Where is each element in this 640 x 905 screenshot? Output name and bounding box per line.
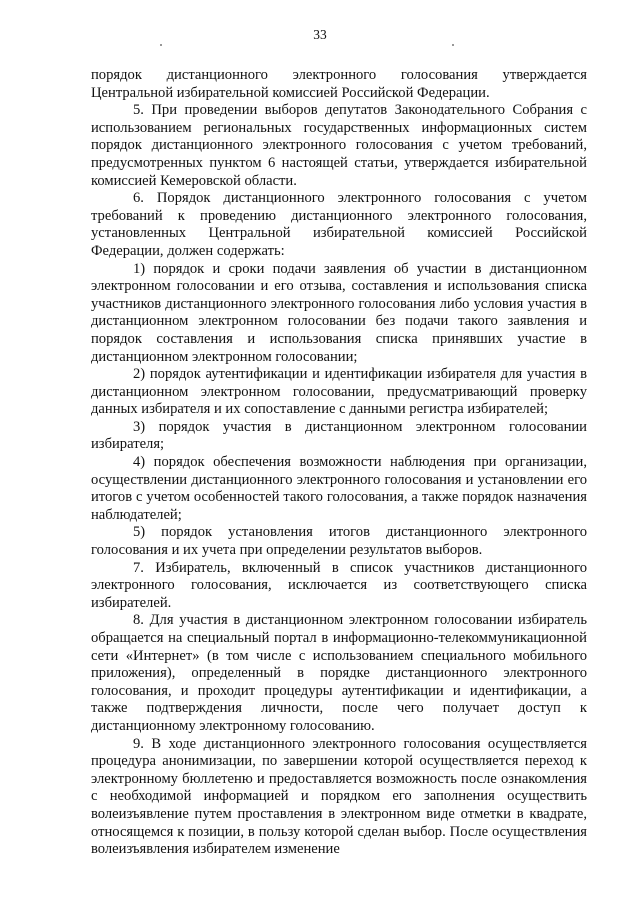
document-body [91, 67, 587, 859]
scan-speck [452, 44, 454, 46]
paragraph-item-9: 9. В ходе дистанционного электронного голосования осуществляется процедура анонимизации, по завершении которой осуществляется переход к электронному бюллетеню и предоставляется возможность после ознакомления с необходимой информацией и порядком его заполнения осуществить волеизъявление путем проставления в электронном виде отметки в квадрате, относящемся к позиции, в пользу которой сделан выбор. После осуществления волеизъявления избирателем изменение [91, 735, 587, 858]
scan-speck [160, 44, 162, 46]
page-number: 33 [313, 27, 327, 42]
subparagraph-5: 5) порядок установления итогов дистанционного электронного голосования и их учета при определении результатов выборов. [91, 524, 587, 559]
subparagraph-3: 3) порядок участия в дистанционном электронном голосовании избирателя; [91, 418, 587, 453]
paragraph-item-5: 5. При проведении выборов депутатов Законодательного Собрания с использованием региональных государственных информационных систем порядок дистанционного электронного голосования с учетом требований, предусмотренных пунктом 6 настоящей статьи, утверждается избирательной комиссией Кемеровской области. [91, 102, 587, 189]
paragraph-item-6: 6. Порядок дистанционного электронного голосования с учетом требований к проведению дистанционного электронного голосования, установленных Центральной избирательной комиссией Российской Федерации, должен содержать: [91, 190, 587, 259]
subparagraph-1: 1) порядок и сроки подачи заявления об участии в дистанционном электронном голосовании и его отзыва, составления и использования списка участников дистанционного электронного голосования либо условия участия в дистанционном электронном голосовании без подачи такого заявления и порядок составления и использования списка принявших участие в дистанционном электронном голосовании; [91, 260, 587, 365]
paragraph-item-8: 8. Для участия в дистанционном электронном голосовании избиратель обращается на специальный портал в информационно-телекоммуникационной сети «Интернет» (в том числе с использованием специального мобильного приложения), определенный в порядке дистанционного электронного голосования, и проходит процедуры аутентификации и идентификации, а также подтверждения личности, после чего получает доступ к дистанционному электронному голосованию. [91, 612, 587, 734]
paragraph-continuation: порядок дистанционного электронного голосования утверждается Центральной избирательной комиссией Российской Федерации. [91, 67, 587, 101]
paragraph-item-7: 7. Избиратель, включенный в список участников дистанционного электронного голосования, исключается из соответствующего списка избирателей. [91, 559, 587, 611]
subparagraph-2: 2) порядок аутентификации и идентификации избирателя для участия в дистанционном электронном голосовании, предусматривающий проверку данных избирателя и их сопоставление с данными регистра избирателей; [91, 366, 587, 418]
subparagraph-4: 4) порядок обеспечения возможности наблюдения при организации, осуществлении дистанционного электронного голосования и установлении его итогов с учетом особенностей такого голосования, а также порядок назначения наблюдателей; [91, 454, 587, 523]
